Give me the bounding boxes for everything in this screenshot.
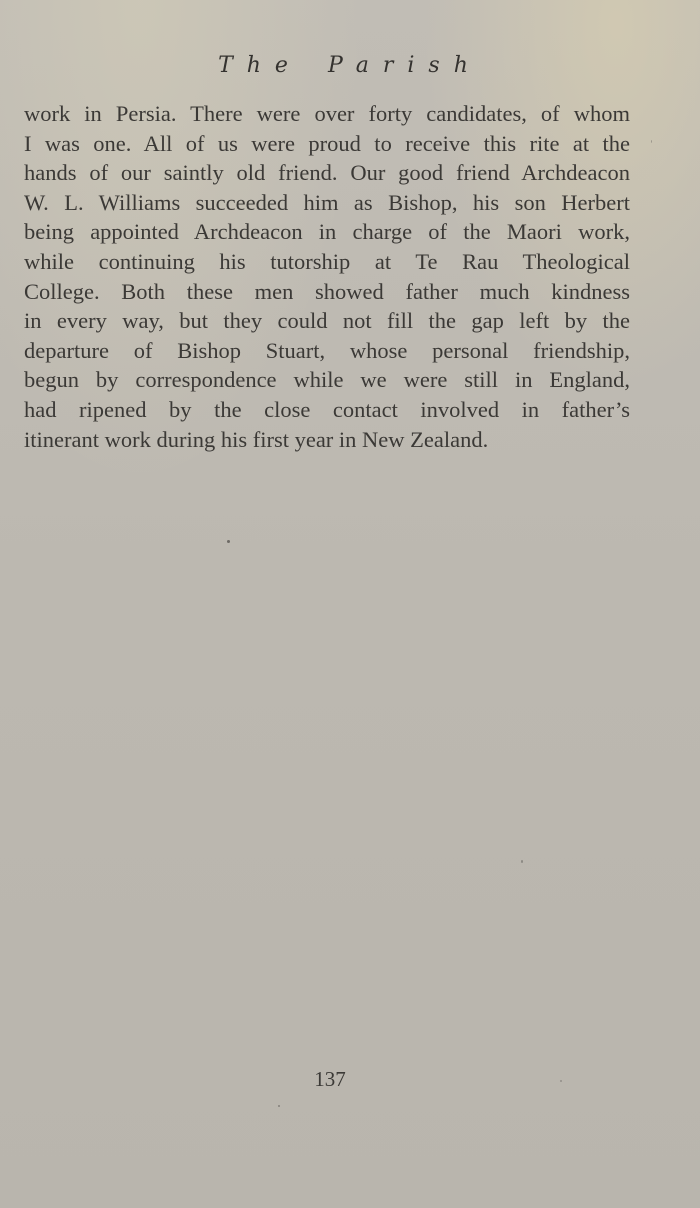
paper-speck (227, 540, 230, 543)
running-head (0, 53, 700, 78)
body-paragraph (24, 99, 630, 454)
text-line: work in Persia. There were over forty candidates, of whom (24, 101, 630, 126)
paper-speck (560, 1080, 562, 1082)
text-line: while continuing his tutorship at Te Rau Theological (24, 248, 630, 274)
text-line: in every way, but they could not fill the gap left by the (24, 308, 630, 334)
paper-speck (521, 860, 523, 863)
text-line: itinerant work during his first year in New Zealand. (24, 426, 489, 452)
paper-speck (278, 1105, 280, 1107)
paper-speck (651, 140, 652, 143)
text-line: College. Both these men showed father much kindness (24, 278, 630, 304)
text-line: hands of our saintly old friend. Our good friend Archdeacon (24, 160, 630, 186)
running-head-word-1: The (218, 53, 302, 78)
text-line: begun by correspondence while we were still in England, (24, 367, 630, 393)
text-line: had ripened by the close contact involved in father’s (24, 396, 630, 422)
text-line: W. L. Williams succeeded him as Bishop, his son Herbert (24, 189, 630, 215)
running-head-word-2: Parish (327, 53, 482, 78)
text-line: being appointed Archdeacon in charge of the Maori work, (24, 219, 630, 245)
page-number: 137 (314, 1067, 346, 1091)
text-line: departure of Bishop Stuart, whose personal friendship, (24, 337, 630, 363)
text-line: I was one. All of us were proud to receive this rite at the (24, 130, 630, 156)
